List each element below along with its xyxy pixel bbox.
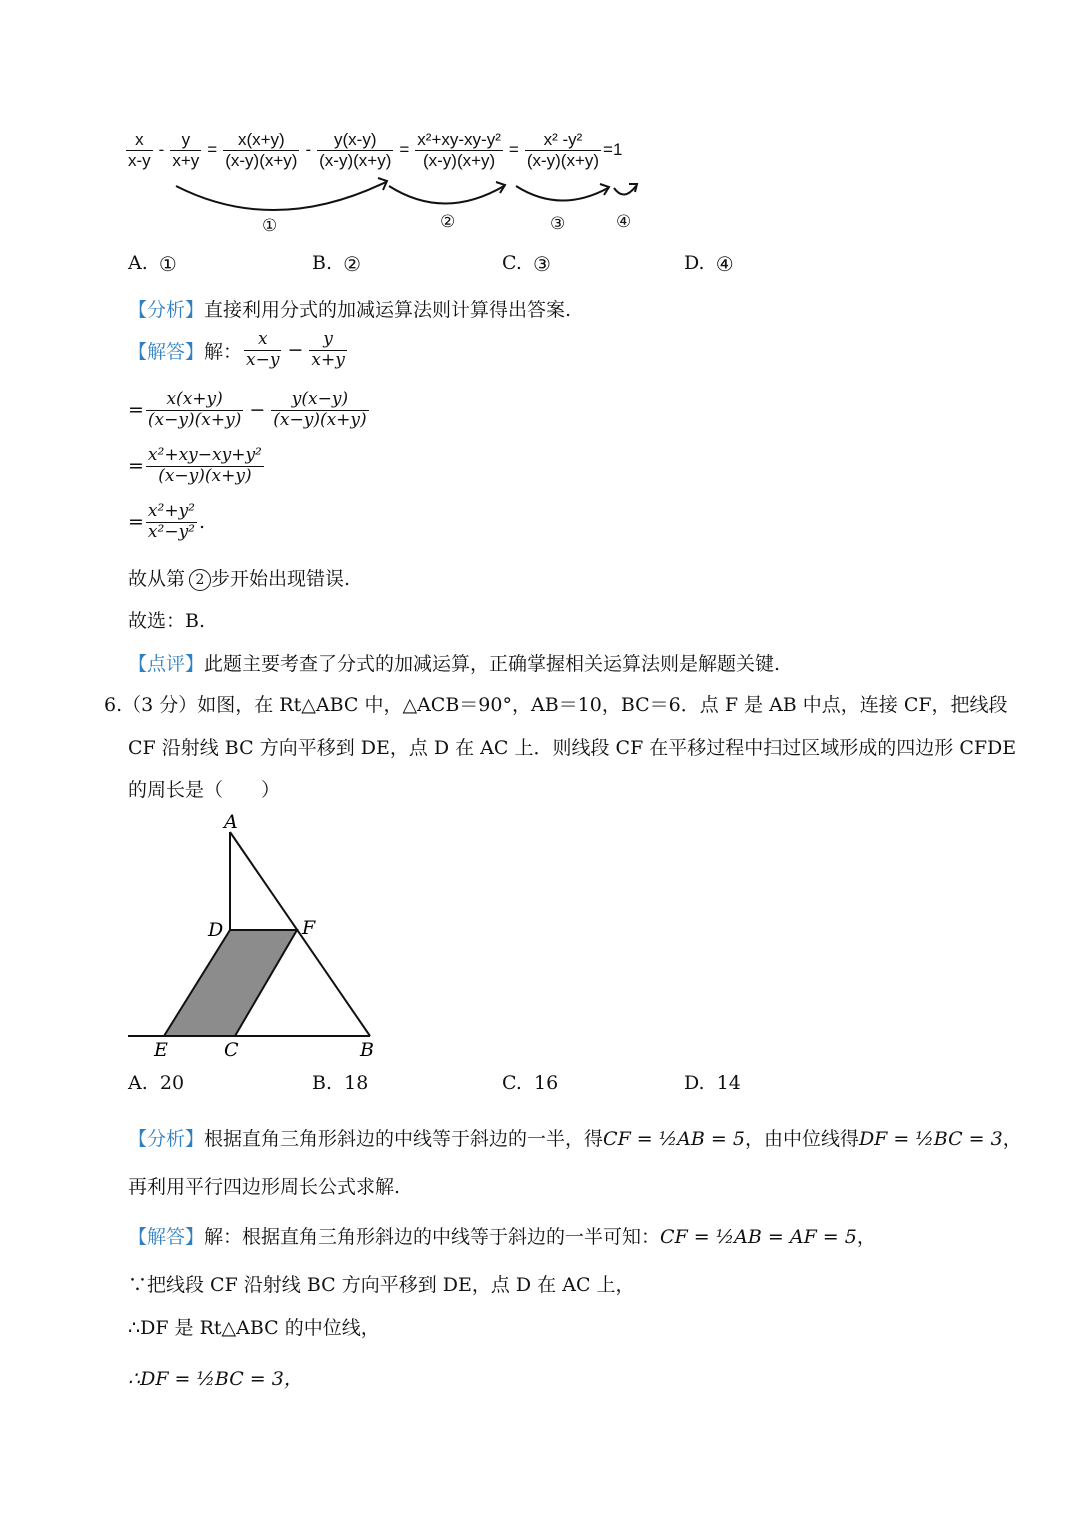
q5-option-b: B. ②	[312, 252, 362, 276]
q6-option-b: B. 18	[312, 1072, 369, 1094]
label-d: D	[208, 919, 224, 941]
q6-because: ∵把线段 CF 沿射线 BC 方向平移到 DE，点 D 在 AC 上，	[128, 1274, 635, 1296]
q6-option-d: D. 14	[684, 1072, 741, 1094]
formula-image: $\frac{x}{x-y}$ - $\frac{y}{x+y}$ = $\frac{x(x+y)}{(x-y)(x+y)}$ - $\frac{y(x-y)}{(x-y)(x+y)}$ = $\frac{\text{x²+xy-xy-y²}}{(x-y)(x+y)}$ = $\frac{\text{x² -y²}}{(x-y)(x+y)}$ =1 ① ② ③ ④	[124, 126, 654, 238]
formula-t6-den: (x-y)(x+y)	[526, 150, 600, 170]
parallelogram-cfde	[164, 930, 297, 1036]
q5-solution-line0: 【解答】 解： $\frac{x}{x-y}$ − $\frac{y}{x+y}$	[128, 329, 345, 370]
formula-t2-num: y	[170, 130, 201, 151]
formula-t3-den: (x-y)(x+y)	[225, 150, 298, 170]
step-3-label: ③	[550, 214, 566, 233]
analysis-tag: 【分析】	[128, 299, 205, 321]
formula-t5-den: (x-y)(x+y)	[422, 150, 496, 170]
formula-t5-num: x²+xy-xy-y²	[417, 130, 501, 149]
formula-t2-den: x+y	[172, 150, 200, 170]
q6-stem-line3: 的周长是（ ）	[128, 779, 281, 801]
q5-option-a: A. ①	[128, 252, 177, 276]
formula-t1-num: x	[126, 130, 153, 151]
label-c: C	[224, 1039, 239, 1061]
label-a: A	[224, 811, 238, 833]
formula-t4-num: y(x-y)	[317, 130, 393, 151]
q5-comment: 【点评】此题主要考查了分式的加减运算，正确掌握相关运算法则是解题关键.	[128, 653, 781, 675]
step-2-label: ②	[440, 212, 456, 231]
analysis-tag: 【分析】	[128, 1128, 205, 1150]
q6-therefore-2: ∴DF = ½BC = 3，	[128, 1368, 303, 1390]
formula-t3-num: x(x+y)	[223, 130, 299, 151]
formula-result: =1	[603, 140, 623, 160]
q5-conclusion: 故从第 2 步开始出现错误.	[128, 568, 351, 590]
label-f: F	[302, 917, 316, 939]
q5-choice: 故选：B.	[128, 610, 206, 632]
label-b: B	[360, 1039, 374, 1061]
q6-triangle-figure	[120, 808, 390, 1063]
q6-option-a: A. 20	[128, 1072, 185, 1094]
q5-option-c: C. ③	[502, 252, 551, 276]
q6-analysis-line2: 再利用平行四边形周长公式求解.	[128, 1176, 401, 1198]
solution-tag: 【解答】	[128, 340, 205, 363]
solution-tag: 【解答】	[128, 1226, 205, 1248]
q6-option-c: C. 16	[502, 1072, 559, 1094]
q6-stem-line1: 6.（3 分）如图，在 Rt△ABC 中，△ACB＝90°，AB＝10，BC＝6．点 F 是 AB 中点，连接 CF，把线段	[104, 694, 1008, 716]
q5-solution-line1: = $\frac{x(x+y)}{(x-y)(x+y)}$ − $\frac{y(x-y)}{(x-y)(x+y)}$	[128, 389, 367, 430]
q6-therefore-1: ∴DF 是 Rt△ABC 的中位线，	[128, 1317, 380, 1339]
q5-solution-line3: = $\frac{\text{x²+y²}}{\text{x²−y²}}$ .	[128, 501, 206, 542]
formula-t6-num: x² -y²	[525, 130, 601, 151]
q5-analysis: 【分析】直接利用分式的加减运算法则计算得出答案.	[128, 299, 572, 321]
q6-stem-line2: CF 沿射线 BC 方向平移到 DE，点 D 在 AC 上．则线段 CF 在平移过程中扫过区域形成的四边形 CFDE	[128, 737, 1017, 759]
step-arrows	[124, 126, 654, 238]
q5-solution-line2: = $\frac{\text{x²+xy−xy+y²}}{(x-y)(x+y)}$	[128, 445, 262, 486]
q6-solution: 【解答】解：根据直角三角形斜边的中线等于斜边的一半可知：CF = ½AB = AF = 5，	[128, 1226, 876, 1248]
formula-t1-den: x-y	[128, 150, 151, 170]
step-4-label: ④	[616, 212, 632, 231]
comment-tag: 【点评】	[128, 653, 205, 675]
formula-t4-den: (x-y)(x+y)	[319, 150, 392, 170]
circled-step: 2	[189, 569, 211, 591]
step-1-label: ①	[262, 216, 278, 235]
q6-analysis: 【分析】根据直角三角形斜边的中线等于斜边的一半，得CF = ½AB = 5，由中位线得DF = ½BC = 3，	[128, 1128, 1022, 1150]
q5-option-d: D. ④	[684, 252, 734, 276]
label-e: E	[154, 1039, 168, 1061]
